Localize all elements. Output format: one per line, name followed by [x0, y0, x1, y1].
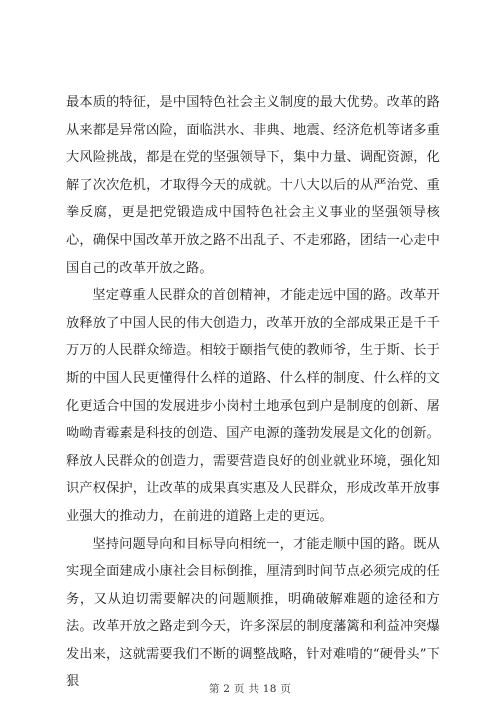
document-body: [66, 89, 440, 696]
paragraph-2: 坚定尊重人民群众的首创精神，才能走远中国的路。改革开放释放了中国人民的伟大创造力，改革开放的全部成果正是千千万万的人民群众缔造。相较于颐指气使的教师爷，生于斯、长于斯的中国人民更懂得什么样的道路、什么样的制度、什么样的文化更适合中国的发展进步小岗村土地承包到户是制度的创新、屠呦呦青霉素是科技的创造、国产电源的蓬勃发展是文化的创新。释放人民群众的创造力，需要营造良好的创业就业环境，强化知识产权保护，让改革的成果真实惠及人民群众，形成改革开放事业强大的推动力，在前进的道路上走的更远。: [66, 288, 440, 524]
paragraph-3: 坚持问题导向和目标导向相统一，才能走顺中国的路。既从实现全面建成小康社会目标倒推，厘清到时间节点必须完成的任务，又从迫切需要解决的问题顺推，明确破解难题的途径和方法。改革开放之路走到今天，许多深层的制度藩篱和利益冲突爆发出来，这就需要我们不断的调整战略，针对难啃的“硬骨头”下狠: [66, 536, 440, 690]
page-number-footer: 第 2 页 共 18 页: [208, 683, 292, 695]
paragraph-1: 最本质的特征，是中国特色社会主义制度的最大优势。改革的路从来都是异常凶险，面临洪水、非典、地震、经济危机等诸多重大风险挑战，都是在党的坚强领导下，集中力量、调配资源，化解了次次危机，才取得今天的成就。十八大以后的从严治党、重拳反腐，更是把党锻造成中国特色社会主义事业的坚强领导核心，确保中国改革开放之路不出乱子、不走邪路，团结一心走中国自己的改革开放之路。: [66, 95, 440, 276]
